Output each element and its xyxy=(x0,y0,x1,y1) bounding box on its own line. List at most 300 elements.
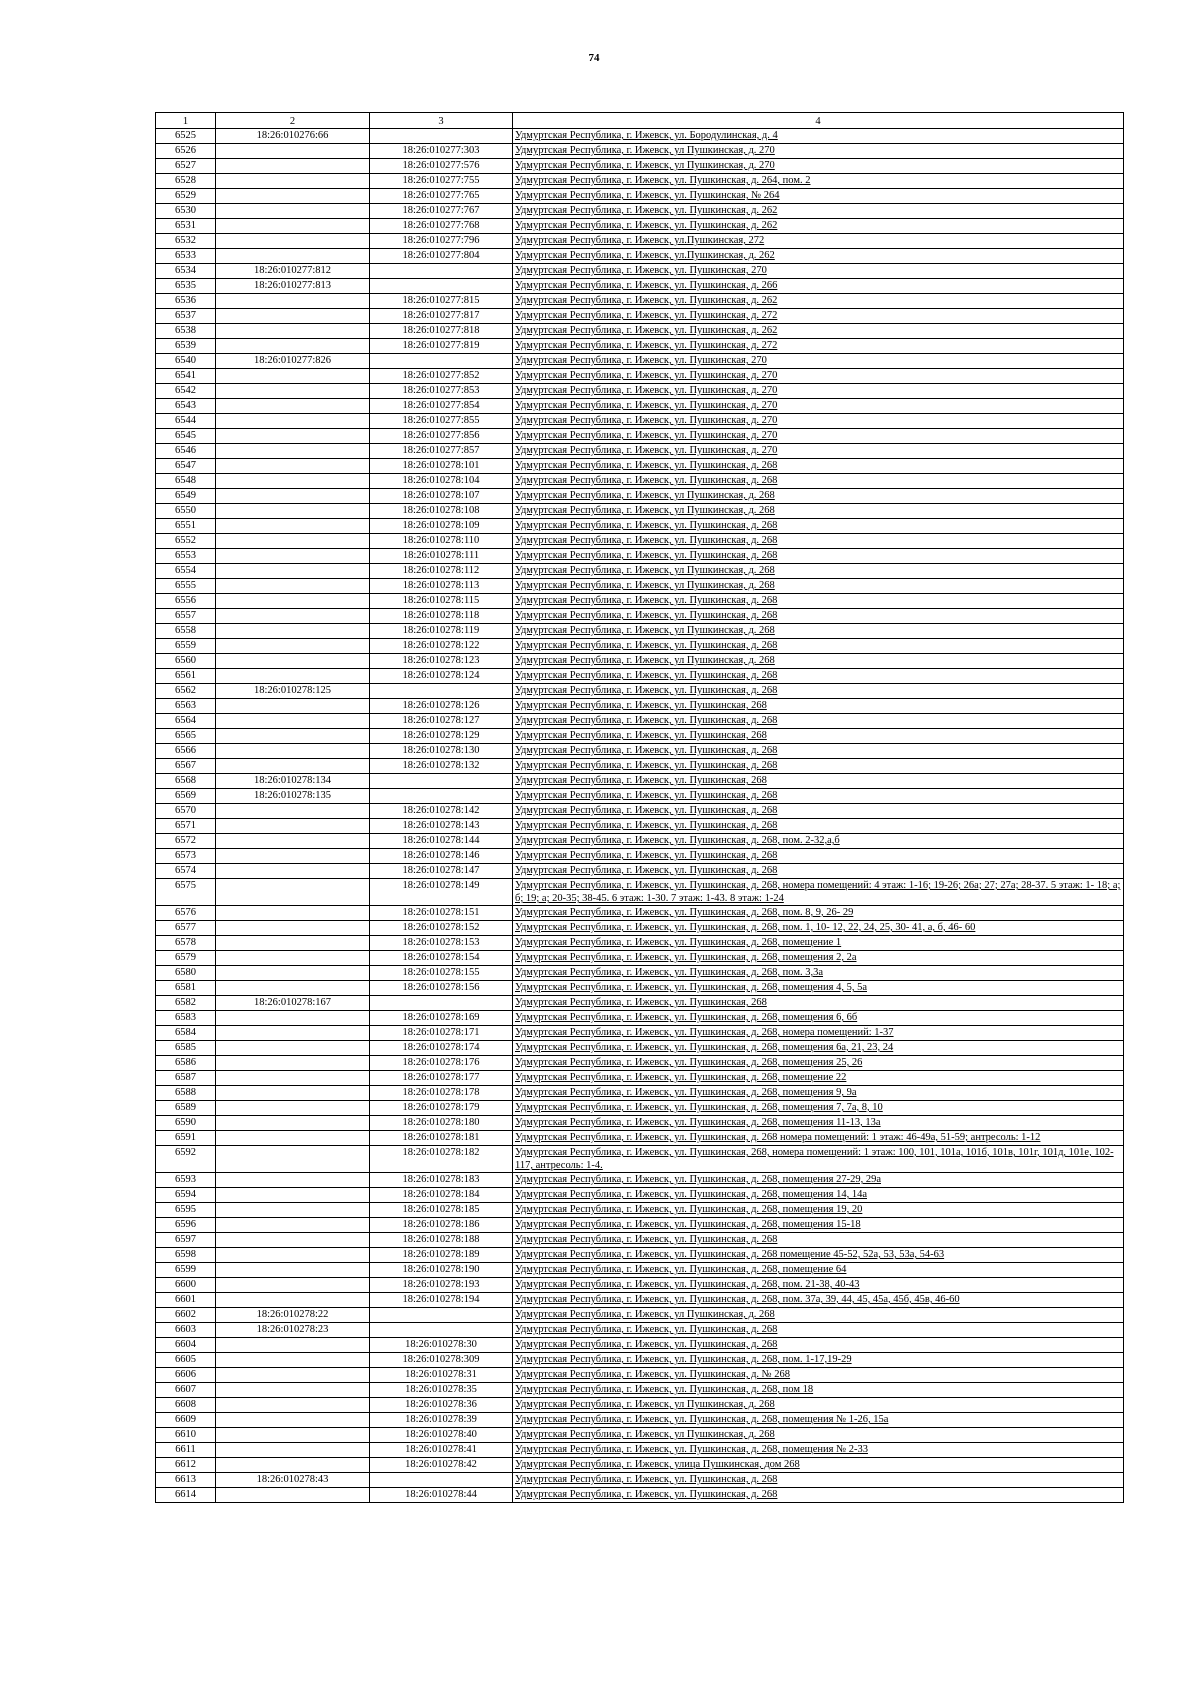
object-number-cell: 18:26:010278:144 xyxy=(370,834,513,849)
parcel-number-cell xyxy=(216,1458,370,1473)
object-number-cell: 18:26:010277:765 xyxy=(370,189,513,204)
object-number-cell xyxy=(370,129,513,144)
row-number-cell: 6578 xyxy=(156,936,216,951)
table-row xyxy=(156,1413,1124,1428)
row-number-cell: 6527 xyxy=(156,159,216,174)
parcel-number-cell xyxy=(216,564,370,579)
object-number-cell: 18:26:010278:153 xyxy=(370,936,513,951)
address-cell: Удмуртская Республика, г. Ижевск, ул. Пушкинская, д. 268, помещения 11-13, 13а xyxy=(513,1116,1124,1131)
table-row xyxy=(156,654,1124,669)
table-row xyxy=(156,624,1124,639)
parcel-number-cell xyxy=(216,804,370,819)
parcel-number-cell xyxy=(216,339,370,354)
object-number-cell xyxy=(370,1323,513,1338)
row-number-cell: 6587 xyxy=(156,1071,216,1086)
parcel-number-cell xyxy=(216,1428,370,1443)
address-cell: Удмуртская Республика, г. Ижевск, ул Пушкинская, д. 268 xyxy=(513,1398,1124,1413)
row-number-cell: 6607 xyxy=(156,1383,216,1398)
parcel-number-cell xyxy=(216,729,370,744)
table-row xyxy=(156,774,1124,789)
address-cell: Удмуртская Республика, г. Ижевск, ул. Пушкинская, д. 270 xyxy=(513,429,1124,444)
address-cell: Удмуртская Республика, г. Ижевск, ул. Пушкинская, д. 268, номера помещений: 1-37 xyxy=(513,1026,1124,1041)
address-cell: Удмуртская Республика, г. Ижевск, ул. Пушкинская, 268, номера помещений: 1 этаж: 100, 101, 101а, 101б, 101в, 101г, 101д, 101е, 102-117, антресоль: 1-4. xyxy=(513,1146,1124,1173)
object-number-cell xyxy=(370,684,513,699)
table-row xyxy=(156,729,1124,744)
table-row xyxy=(156,549,1124,564)
address-cell: Удмуртская Республика, г. Ижевск, ул. Пушкинская, д. 268, помещение 1 xyxy=(513,936,1124,951)
object-number-cell: 18:26:010278:193 xyxy=(370,1278,513,1293)
table-row xyxy=(156,864,1124,879)
address-cell: Удмуртская Республика, г. Ижевск, ул. Пушкинская, д. 268 xyxy=(513,519,1124,534)
object-number-cell: 18:26:010278:171 xyxy=(370,1026,513,1041)
parcel-number-cell xyxy=(216,1041,370,1056)
object-number-cell: 18:26:010278:42 xyxy=(370,1458,513,1473)
object-number-cell xyxy=(370,996,513,1011)
row-number-cell: 6582 xyxy=(156,996,216,1011)
address-cell: Удмуртская Республика, г. Ижевск, ул. Пушкинская, д. 268, помещения 19, 20 xyxy=(513,1203,1124,1218)
table-row xyxy=(156,249,1124,264)
parcel-number-cell xyxy=(216,1146,370,1173)
address-cell: Удмуртская Республика, г. Ижевск, ул. Пушкинская, д. 268, помещения № 1-26, 15а xyxy=(513,1413,1124,1428)
row-number-cell: 6614 xyxy=(156,1488,216,1503)
address-cell: Удмуртская Республика, г. Ижевск, ул.Пушкинская, 272 xyxy=(513,234,1124,249)
address-cell: Удмуртская Республика, г. Ижевск, ул. Пушкинская, д. 268 xyxy=(513,474,1124,489)
parcel-number-cell xyxy=(216,921,370,936)
parcel-number-cell xyxy=(216,234,370,249)
table-row xyxy=(156,1443,1124,1458)
parcel-number-cell: 18:26:010277:826 xyxy=(216,354,370,369)
table-row xyxy=(156,1338,1124,1353)
parcel-number-cell xyxy=(216,1443,370,1458)
table-row xyxy=(156,1116,1124,1131)
address-cell: Удмуртская Республика, г. Ижевск, ул. Пушкинская, д. 268 xyxy=(513,804,1124,819)
row-number-cell: 6534 xyxy=(156,264,216,279)
parcel-number-cell xyxy=(216,1026,370,1041)
table-row xyxy=(156,1263,1124,1278)
row-number-cell: 6593 xyxy=(156,1173,216,1188)
row-number-cell: 6543 xyxy=(156,399,216,414)
parcel-number-cell: 18:26:010278:167 xyxy=(216,996,370,1011)
object-number-cell: 18:26:010278:127 xyxy=(370,714,513,729)
row-number-cell: 6559 xyxy=(156,639,216,654)
header-col-4: 4 xyxy=(513,113,1124,129)
row-number-cell: 6526 xyxy=(156,144,216,159)
address-cell: Удмуртская Республика, г. Ижевск, ул Пушкинская, д. 268 xyxy=(513,624,1124,639)
address-cell: Удмуртская Республика, г. Ижевск, улица Пушкинская, дом 268 xyxy=(513,1458,1124,1473)
table-row xyxy=(156,1473,1124,1488)
table-header xyxy=(156,113,1124,129)
row-number-cell: 6603 xyxy=(156,1323,216,1338)
object-number-cell: 18:26:010278:40 xyxy=(370,1428,513,1443)
row-number-cell: 6540 xyxy=(156,354,216,369)
address-cell: Удмуртская Республика, г. Ижевск, ул. Пушкинская, д. 268 xyxy=(513,714,1124,729)
parcel-number-cell xyxy=(216,204,370,219)
object-number-cell: 18:26:010277:815 xyxy=(370,294,513,309)
row-number-cell: 6613 xyxy=(156,1473,216,1488)
parcel-number-cell xyxy=(216,1011,370,1026)
table-row xyxy=(156,906,1124,921)
table-row xyxy=(156,189,1124,204)
table-row xyxy=(156,996,1124,1011)
table-row xyxy=(156,339,1124,354)
parcel-number-cell xyxy=(216,1056,370,1071)
table-row xyxy=(156,399,1124,414)
row-number-cell: 6561 xyxy=(156,669,216,684)
parcel-number-cell xyxy=(216,549,370,564)
row-number-cell: 6610 xyxy=(156,1428,216,1443)
table-row xyxy=(156,1308,1124,1323)
object-number-cell: 18:26:010278:110 xyxy=(370,534,513,549)
row-number-cell: 6532 xyxy=(156,234,216,249)
address-cell: Удмуртская Республика, г. Ижевск, ул. Пушкинская, 270 xyxy=(513,354,1124,369)
object-number-cell: 18:26:010278:132 xyxy=(370,759,513,774)
parcel-number-cell: 18:26:010278:43 xyxy=(216,1473,370,1488)
object-number-cell: 18:26:010278:181 xyxy=(370,1131,513,1146)
table-row xyxy=(156,564,1124,579)
table-row xyxy=(156,1368,1124,1383)
object-number-cell: 18:26:010278:186 xyxy=(370,1218,513,1233)
parcel-number-cell xyxy=(216,981,370,996)
table-row xyxy=(156,1203,1124,1218)
parcel-number-cell xyxy=(216,744,370,759)
parcel-number-cell: 18:26:010278:135 xyxy=(216,789,370,804)
address-cell: Удмуртская Республика, г. Ижевск, ул. Пушкинская, 268 xyxy=(513,699,1124,714)
table-row xyxy=(156,489,1124,504)
parcel-number-cell xyxy=(216,459,370,474)
row-number-cell: 6571 xyxy=(156,819,216,834)
row-number-cell: 6605 xyxy=(156,1353,216,1368)
address-cell: Удмуртская Республика, г. Ижевск, ул. Пушкинская, д. 268, пом. 2-32,а,б xyxy=(513,834,1124,849)
parcel-number-cell xyxy=(216,324,370,339)
table-row xyxy=(156,594,1124,609)
parcel-number-cell xyxy=(216,1398,370,1413)
object-number-cell: 18:26:010278:119 xyxy=(370,624,513,639)
parcel-number-cell xyxy=(216,951,370,966)
parcel-number-cell: 18:26:010278:125 xyxy=(216,684,370,699)
object-number-cell: 18:26:010278:143 xyxy=(370,819,513,834)
table-row xyxy=(156,1086,1124,1101)
row-number-cell: 6611 xyxy=(156,1443,216,1458)
table-row xyxy=(156,414,1124,429)
address-cell: Удмуртская Республика, г. Ижевск, ул Пушкинская, д. 268 xyxy=(513,654,1124,669)
row-number-cell: 6528 xyxy=(156,174,216,189)
table-row xyxy=(156,264,1124,279)
address-cell: Удмуртская Республика, г. Ижевск, ул Пушкинская, д. 268 xyxy=(513,504,1124,519)
address-cell: Удмуртская Республика, г. Ижевск, ул. Пушкинская, д. 268, номера помещений: 4 этаж: 1-16; 19-26; 26а; 27; 27а; 28-37. 5 этаж: 1- 18; а; б; 19; а; 20-35; 38-45. 6 этаж: 1-30. 7 этаж: 1-43. 8 этаж: 1-24 xyxy=(513,879,1124,906)
address-cell: Удмуртская Республика, г. Ижевск, ул Пушкинская, д. 270 xyxy=(513,144,1124,159)
table-row xyxy=(156,309,1124,324)
parcel-number-cell: 18:26:010277:812 xyxy=(216,264,370,279)
row-number-cell: 6592 xyxy=(156,1146,216,1173)
address-cell: Удмуртская Республика, г. Ижевск, ул. Пушкинская, д. 268, помещение 64 xyxy=(513,1263,1124,1278)
row-number-cell: 6590 xyxy=(156,1116,216,1131)
object-number-cell: 18:26:010278:183 xyxy=(370,1173,513,1188)
parcel-number-cell xyxy=(216,369,370,384)
row-number-cell: 6609 xyxy=(156,1413,216,1428)
object-number-cell: 18:26:010277:303 xyxy=(370,144,513,159)
row-number-cell: 6525 xyxy=(156,129,216,144)
address-cell: Удмуртская Республика, г. Ижевск, ул. Пушкинская, д. 268, пом 18 xyxy=(513,1383,1124,1398)
row-number-cell: 6545 xyxy=(156,429,216,444)
parcel-number-cell xyxy=(216,1278,370,1293)
address-cell: Удмуртская Республика, г. Ижевск, ул. Пушкинская, д. 268 помещение 45-52, 52а, 53, 53а, 54-63 xyxy=(513,1248,1124,1263)
address-cell: Удмуртская Республика, г. Ижевск, ул. Пушкинская, д. 268, помещения 14, 14а xyxy=(513,1188,1124,1203)
parcel-number-cell xyxy=(216,834,370,849)
address-cell: Удмуртская Республика, г. Ижевск, ул. Пушкинская, д. 268, помещения 15-18 xyxy=(513,1218,1124,1233)
address-cell: Удмуртская Республика, г. Ижевск, ул. Пушкинская, д. 268, помещения 25, 26 xyxy=(513,1056,1124,1071)
object-number-cell: 18:26:010277:576 xyxy=(370,159,513,174)
table-row xyxy=(156,744,1124,759)
address-cell: Удмуртская Республика, г. Ижевск, ул. Пушкинская, д. 268 xyxy=(513,594,1124,609)
row-number-cell: 6562 xyxy=(156,684,216,699)
address-cell: Удмуртская Республика, г. Ижевск, ул. Пушкинская, д. 268 xyxy=(513,744,1124,759)
object-number-cell: 18:26:010278:104 xyxy=(370,474,513,489)
object-number-cell: 18:26:010278:41 xyxy=(370,1443,513,1458)
table-row xyxy=(156,951,1124,966)
object-number-cell: 18:26:010278:30 xyxy=(370,1338,513,1353)
address-cell: Удмуртская Республика, г. Ижевск, ул. Пушкинская, д. 268, помещения 6, 6б xyxy=(513,1011,1124,1026)
object-number-cell xyxy=(370,1308,513,1323)
parcel-number-cell xyxy=(216,294,370,309)
row-number-cell: 6598 xyxy=(156,1248,216,1263)
address-cell: Удмуртская Республика, г. Ижевск, ул. Пушкинская, д. 268 xyxy=(513,1323,1124,1338)
object-number-cell: 18:26:010278:182 xyxy=(370,1146,513,1173)
object-number-cell: 18:26:010278:154 xyxy=(370,951,513,966)
table-row xyxy=(156,639,1124,654)
address-cell: Удмуртская Республика, г. Ижевск, ул Пушкинская, д. 268 xyxy=(513,564,1124,579)
object-number-cell: 18:26:010278:185 xyxy=(370,1203,513,1218)
table-row xyxy=(156,684,1124,699)
table-row xyxy=(156,429,1124,444)
table-row xyxy=(156,981,1124,996)
object-number-cell: 18:26:010277:857 xyxy=(370,444,513,459)
parcel-number-cell xyxy=(216,534,370,549)
table-row xyxy=(156,159,1124,174)
address-cell: Удмуртская Республика, г. Ижевск, ул. Пушкинская, д. 262 xyxy=(513,204,1124,219)
row-number-cell: 6591 xyxy=(156,1131,216,1146)
address-cell: Удмуртская Республика, г. Ижевск, ул. Пушкинская, д. 268 xyxy=(513,1488,1124,1503)
parcel-number-cell xyxy=(216,654,370,669)
row-number-cell: 6612 xyxy=(156,1458,216,1473)
object-number-cell: 18:26:010278:36 xyxy=(370,1398,513,1413)
row-number-cell: 6563 xyxy=(156,699,216,714)
parcel-number-cell: 18:26:010278:134 xyxy=(216,774,370,789)
table-row xyxy=(156,936,1124,951)
row-number-cell: 6575 xyxy=(156,879,216,906)
object-number-cell: 18:26:010278:152 xyxy=(370,921,513,936)
table-row xyxy=(156,534,1124,549)
parcel-number-cell xyxy=(216,309,370,324)
table-row xyxy=(156,1041,1124,1056)
object-number-cell: 18:26:010278:176 xyxy=(370,1056,513,1071)
parcel-number-cell xyxy=(216,594,370,609)
address-cell: Удмуртская Республика, г. Ижевск, ул Пушкинская, д. 268 xyxy=(513,489,1124,504)
table-row xyxy=(156,1323,1124,1338)
row-number-cell: 6574 xyxy=(156,864,216,879)
row-number-cell: 6553 xyxy=(156,549,216,564)
object-number-cell: 18:26:010278:111 xyxy=(370,549,513,564)
object-number-cell: 18:26:010277:819 xyxy=(370,339,513,354)
parcel-number-cell xyxy=(216,849,370,864)
address-cell: Удмуртская Республика, г. Ижевск, ул. Бородулинская, д. 4 xyxy=(513,129,1124,144)
parcel-number-cell xyxy=(216,624,370,639)
row-number-cell: 6572 xyxy=(156,834,216,849)
table-row xyxy=(156,1131,1124,1146)
table-row xyxy=(156,294,1124,309)
object-number-cell: 18:26:010277:855 xyxy=(370,414,513,429)
row-number-cell: 6564 xyxy=(156,714,216,729)
table-row xyxy=(156,504,1124,519)
object-number-cell: 18:26:010278:179 xyxy=(370,1101,513,1116)
object-number-cell: 18:26:010277:853 xyxy=(370,384,513,399)
object-number-cell: 18:26:010278:122 xyxy=(370,639,513,654)
table-row xyxy=(156,1458,1124,1473)
object-number-cell: 18:26:010278:194 xyxy=(370,1293,513,1308)
table-row xyxy=(156,129,1124,144)
parcel-number-cell xyxy=(216,864,370,879)
parcel-number-cell xyxy=(216,1248,370,1263)
address-cell: Удмуртская Республика, г. Ижевск, ул. Пушкинская, д. 270 xyxy=(513,384,1124,399)
row-number-cell: 6604 xyxy=(156,1338,216,1353)
object-number-cell: 18:26:010278:184 xyxy=(370,1188,513,1203)
address-cell: Удмуртская Республика, г. Ижевск, ул. Пушкинская, д. 268, помещение 22 xyxy=(513,1071,1124,1086)
object-number-cell: 18:26:010278:101 xyxy=(370,459,513,474)
row-number-cell: 6565 xyxy=(156,729,216,744)
table-row xyxy=(156,1188,1124,1203)
address-cell: Удмуртская Республика, г. Ижевск, ул. Пушкинская, д. 268, помещения 27-29, 29а xyxy=(513,1173,1124,1188)
address-cell: Удмуртская Республика, г. Ижевск, ул. Пушкинская, д. 268, пом. 8, 9, 26- 29 xyxy=(513,906,1124,921)
row-number-cell: 6555 xyxy=(156,579,216,594)
address-cell: Удмуртская Республика, г. Ижевск, ул Пушкинская, д. 268 xyxy=(513,579,1124,594)
parcel-number-cell xyxy=(216,1488,370,1503)
object-number-cell: 18:26:010278:177 xyxy=(370,1071,513,1086)
parcel-number-cell: 18:26:010276:66 xyxy=(216,129,370,144)
table-row xyxy=(156,1101,1124,1116)
address-cell: Удмуртская Республика, г. Ижевск, ул. Пушкинская, д. 268 xyxy=(513,759,1124,774)
object-number-cell: 18:26:010278:146 xyxy=(370,849,513,864)
address-cell: Удмуртская Республика, г. Ижевск, ул. Пушкинская, д. 268, помещения 7, 7а, 8, 10 xyxy=(513,1101,1124,1116)
table-row xyxy=(156,1248,1124,1263)
header-col-2: 2 xyxy=(216,113,370,129)
row-number-cell: 6541 xyxy=(156,369,216,384)
parcel-number-cell xyxy=(216,219,370,234)
row-number-cell: 6539 xyxy=(156,339,216,354)
object-number-cell xyxy=(370,774,513,789)
header-col-1: 1 xyxy=(156,113,216,129)
address-cell: Удмуртская Республика, г. Ижевск, ул. Пушкинская, д. 268, помещения 6а, 21, 23, 24 xyxy=(513,1041,1124,1056)
object-number-cell: 18:26:010278:39 xyxy=(370,1413,513,1428)
table-row xyxy=(156,1428,1124,1443)
object-number-cell xyxy=(370,354,513,369)
row-number-cell: 6548 xyxy=(156,474,216,489)
row-number-cell: 6550 xyxy=(156,504,216,519)
object-number-cell: 18:26:010278:309 xyxy=(370,1353,513,1368)
parcel-number-cell xyxy=(216,1173,370,1188)
object-number-cell: 18:26:010278:108 xyxy=(370,504,513,519)
object-number-cell xyxy=(370,264,513,279)
table-row xyxy=(156,444,1124,459)
parcel-number-cell xyxy=(216,1188,370,1203)
row-number-cell: 6529 xyxy=(156,189,216,204)
object-number-cell: 18:26:010277:768 xyxy=(370,219,513,234)
table-row xyxy=(156,1278,1124,1293)
parcel-number-cell xyxy=(216,429,370,444)
row-number-cell: 6547 xyxy=(156,459,216,474)
object-number-cell: 18:26:010278:156 xyxy=(370,981,513,996)
table-row xyxy=(156,369,1124,384)
object-number-cell: 18:26:010278:189 xyxy=(370,1248,513,1263)
parcel-number-cell xyxy=(216,399,370,414)
address-cell: Удмуртская Республика, г. Ижевск, ул Пушкинская, д. 270 xyxy=(513,159,1124,174)
address-cell: Удмуртская Республика, г. Ижевск, ул. Пушкинская, д. 272 xyxy=(513,309,1124,324)
row-number-cell: 6595 xyxy=(156,1203,216,1218)
parcel-number-cell xyxy=(216,1071,370,1086)
object-number-cell: 18:26:010278:174 xyxy=(370,1041,513,1056)
row-number-cell: 6544 xyxy=(156,414,216,429)
parcel-number-cell xyxy=(216,519,370,534)
row-number-cell: 6586 xyxy=(156,1056,216,1071)
table-row xyxy=(156,144,1124,159)
row-number-cell: 6580 xyxy=(156,966,216,981)
parcel-number-cell: 18:26:010277:813 xyxy=(216,279,370,294)
row-number-cell: 6556 xyxy=(156,594,216,609)
address-cell: Удмуртская Республика, г. Ижевск, ул. Пушкинская, 268 xyxy=(513,996,1124,1011)
object-number-cell: 18:26:010278:124 xyxy=(370,669,513,684)
address-cell: Удмуртская Республика, г. Ижевск, ул. Пушкинская, д. 270 xyxy=(513,414,1124,429)
object-number-cell: 18:26:010277:856 xyxy=(370,429,513,444)
parcel-number-cell xyxy=(216,936,370,951)
row-number-cell: 6601 xyxy=(156,1293,216,1308)
row-number-cell: 6530 xyxy=(156,204,216,219)
address-cell: Удмуртская Республика, г. Ижевск, ул. Пушкинская, д. 268 xyxy=(513,459,1124,474)
address-cell: Удмуртская Республика, г. Ижевск, ул. Пушкинская, д. 268, помещения № 2-33 xyxy=(513,1443,1124,1458)
parcel-number-cell xyxy=(216,1116,370,1131)
address-cell: Удмуртская Республика, г. Ижевск, ул. Пушкинская, 268 xyxy=(513,774,1124,789)
table-row xyxy=(156,1011,1124,1026)
address-cell: Удмуртская Республика, г. Ижевск, ул. Пушкинская, д. 268 xyxy=(513,1338,1124,1353)
row-number-cell: 6537 xyxy=(156,309,216,324)
object-number-cell: 18:26:010278:31 xyxy=(370,1368,513,1383)
row-number-cell: 6573 xyxy=(156,849,216,864)
table-row xyxy=(156,579,1124,594)
parcel-number-cell xyxy=(216,489,370,504)
header-row xyxy=(156,113,1124,129)
table-row xyxy=(156,1146,1124,1173)
row-number-cell: 6602 xyxy=(156,1308,216,1323)
row-number-cell: 6597 xyxy=(156,1233,216,1248)
parcel-number-cell xyxy=(216,1263,370,1278)
parcel-number-cell: 18:26:010278:22 xyxy=(216,1308,370,1323)
address-cell: Удмуртская Республика, г. Ижевск, ул. Пушкинская, д. 268, пом. 21-38, 40-43 xyxy=(513,1278,1124,1293)
table-row xyxy=(156,804,1124,819)
row-number-cell: 6569 xyxy=(156,789,216,804)
object-number-cell: 18:26:010278:109 xyxy=(370,519,513,534)
address-cell: Удмуртская Республика, г. Ижевск, ул. Пушкинская, д. 268 номера помещений: 1 этаж: 46-49а, 51-59; антресоль: 1-12 xyxy=(513,1131,1124,1146)
parcel-number-cell: 18:26:010278:23 xyxy=(216,1323,370,1338)
address-cell: Удмуртская Республика, г. Ижевск, ул. Пушкинская, д. 268 xyxy=(513,819,1124,834)
parcel-number-cell xyxy=(216,1383,370,1398)
table-row xyxy=(156,849,1124,864)
table-row xyxy=(156,1353,1124,1368)
address-cell: Удмуртская Республика, г. Ижевск, ул. Пушкинская, д. 268, пом. 37а, 39, 44, 45, 45а, 45б, 45в, 46-60 xyxy=(513,1293,1124,1308)
row-number-cell: 6579 xyxy=(156,951,216,966)
object-number-cell: 18:26:010278:151 xyxy=(370,906,513,921)
address-cell: Удмуртская Республика, г. Ижевск, ул. Пушкинская, д. 270 xyxy=(513,399,1124,414)
object-number-cell: 18:26:010277:818 xyxy=(370,324,513,339)
address-cell: Удмуртская Республика, г. Ижевск, ул. Пушкинская, д. 268 xyxy=(513,1473,1124,1488)
object-number-cell: 18:26:010278:113 xyxy=(370,579,513,594)
address-cell: Удмуртская Республика, г. Ижевск, ул. Пушкинская, д. 270 xyxy=(513,369,1124,384)
